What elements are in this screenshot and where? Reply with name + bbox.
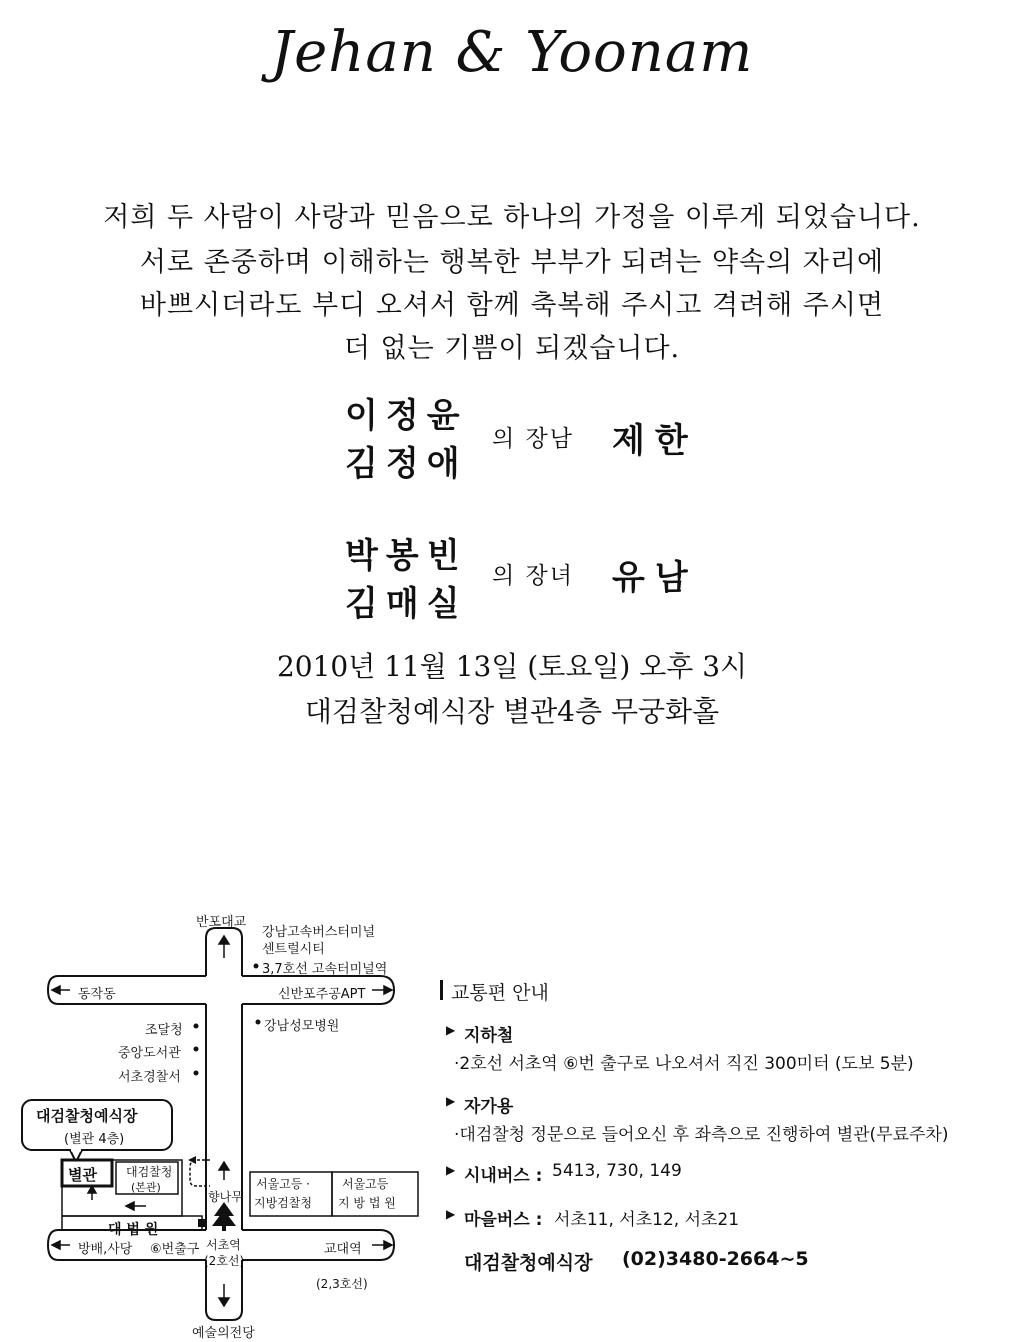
map-high-court-2: 지방검찰청 <box>254 1196 312 1210</box>
map-high-court-b2: 지 방 법 원 <box>338 1196 396 1210</box>
road-east-bottom <box>242 1230 394 1260</box>
map-kyodae-line: (2,3호선) <box>316 1277 368 1291</box>
village-bus-routes: 서초11, 서초12, 서초21 <box>554 1210 740 1230</box>
message-line-2: 서로 존중하며 이해하는 행복한 부부가 되려는 약속의 자리에 <box>139 247 885 278</box>
tree-icon <box>212 1202 236 1231</box>
bride-name: 유남 <box>612 558 698 598</box>
map-library: 중앙도서관 <box>118 1046 181 1061</box>
map-terminal-2: 센트럴시티 <box>262 942 325 957</box>
bride-relation: 의 장녀 <box>492 563 574 589</box>
map-tree-label: 향나무 <box>208 1190 243 1204</box>
bullet-icon: ▶ <box>446 1094 456 1108</box>
map-supreme-court: 대 법 원 <box>108 1222 159 1238</box>
map-annex: 별관 <box>68 1166 97 1184</box>
groom-father: 이정윤 <box>345 396 468 436</box>
bullet-icon: ▶ <box>446 1207 456 1221</box>
message-line-1: 저희 두 사람이 사랑과 믿음으로 하나의 가정을 이루게 되었습니다. <box>103 202 921 233</box>
venue-phone: (02)3480-2664~5 <box>622 1248 809 1270</box>
event-venue: 대검찰청예식장 별관4층 무궁화홀 <box>304 695 720 728</box>
map-venue-floor: (별관 4층) <box>64 1132 125 1147</box>
map-jodal: 조달청 <box>145 1023 183 1038</box>
road-west-top <box>48 976 206 1004</box>
message-line-3: 바쁘시더라도 부디 오셔서 함께 축복해 주시고 격려해 주시면 <box>139 290 885 321</box>
transport-title: 교통편 안내 <box>451 982 549 1004</box>
map-exit6: ⑥번출구 <box>150 1242 200 1257</box>
bullet-icon: ▶ <box>446 1163 456 1177</box>
village-bus-label: 마을버스 : <box>464 1210 543 1230</box>
bride-mother: 김매실 <box>345 584 468 624</box>
map-arts-center: 예술의전당 <box>192 1326 255 1341</box>
map-sinbanpo: 신반포주공APT <box>278 987 366 1002</box>
map-hospital: 강남성모병원 <box>264 1019 340 1034</box>
map-terminal-1: 강남고속버스터미널 <box>262 925 376 940</box>
map-banpo-bridge: 반포대교 <box>196 915 247 930</box>
event-datetime: 2010년 11월 13일 (토요일) 오후 3시 <box>276 650 748 683</box>
map-police: 서초경찰서 <box>118 1070 181 1085</box>
bride-father: 박봉빈 <box>345 536 468 576</box>
map-bangbae: 방배,사당 <box>78 1242 133 1257</box>
groom-name: 제한 <box>612 421 698 461</box>
car-label: 자가용 <box>464 1097 514 1117</box>
map-kyodae: 교대역 <box>324 1242 362 1257</box>
transport-title-bar <box>440 980 443 1000</box>
map-high-court-b1: 서울고등 <box>342 1177 389 1191</box>
bus-routes: 5413, 730, 149 <box>552 1161 682 1181</box>
subway-label: 지하철 <box>464 1026 514 1046</box>
map-terminal-3: 3,7호선 고속터미널역 <box>262 962 388 977</box>
map-seocho-station-2: (2호선) <box>204 1254 245 1268</box>
subway-desc: ·2호선 서초역 ⑥번 출구로 나오셔서 직진 300미터 (도보 5분) <box>454 1054 914 1074</box>
bullet-icon: ▶ <box>446 1023 456 1037</box>
groom-mother: 김정애 <box>345 444 468 484</box>
message-line-4: 더 없는 기쁨이 되겠습니다. <box>343 333 681 364</box>
monogram: Jehan & Yoonam <box>270 20 754 85</box>
car-desc: ·대검찰청 정문으로 들어오신 후 좌측으로 진행하여 별관(무료주차) <box>454 1125 949 1145</box>
map-seocho-station-1: 서초역 <box>206 1238 241 1252</box>
venue-phone-name: 대검찰청예식장 <box>464 1252 593 1274</box>
bus-label: 시내버스 : <box>464 1166 543 1186</box>
map-venue-name: 대검찰청예식장 <box>36 1107 138 1125</box>
groom-relation: 의 장남 <box>492 426 574 452</box>
map-high-court-1: 서울고등 · <box>256 1177 310 1191</box>
map-dongjak: 동작동 <box>78 987 116 1002</box>
map-prosecution-1: 대검찰청 <box>126 1165 173 1179</box>
map-prosecution-2: (본관) <box>131 1181 161 1194</box>
